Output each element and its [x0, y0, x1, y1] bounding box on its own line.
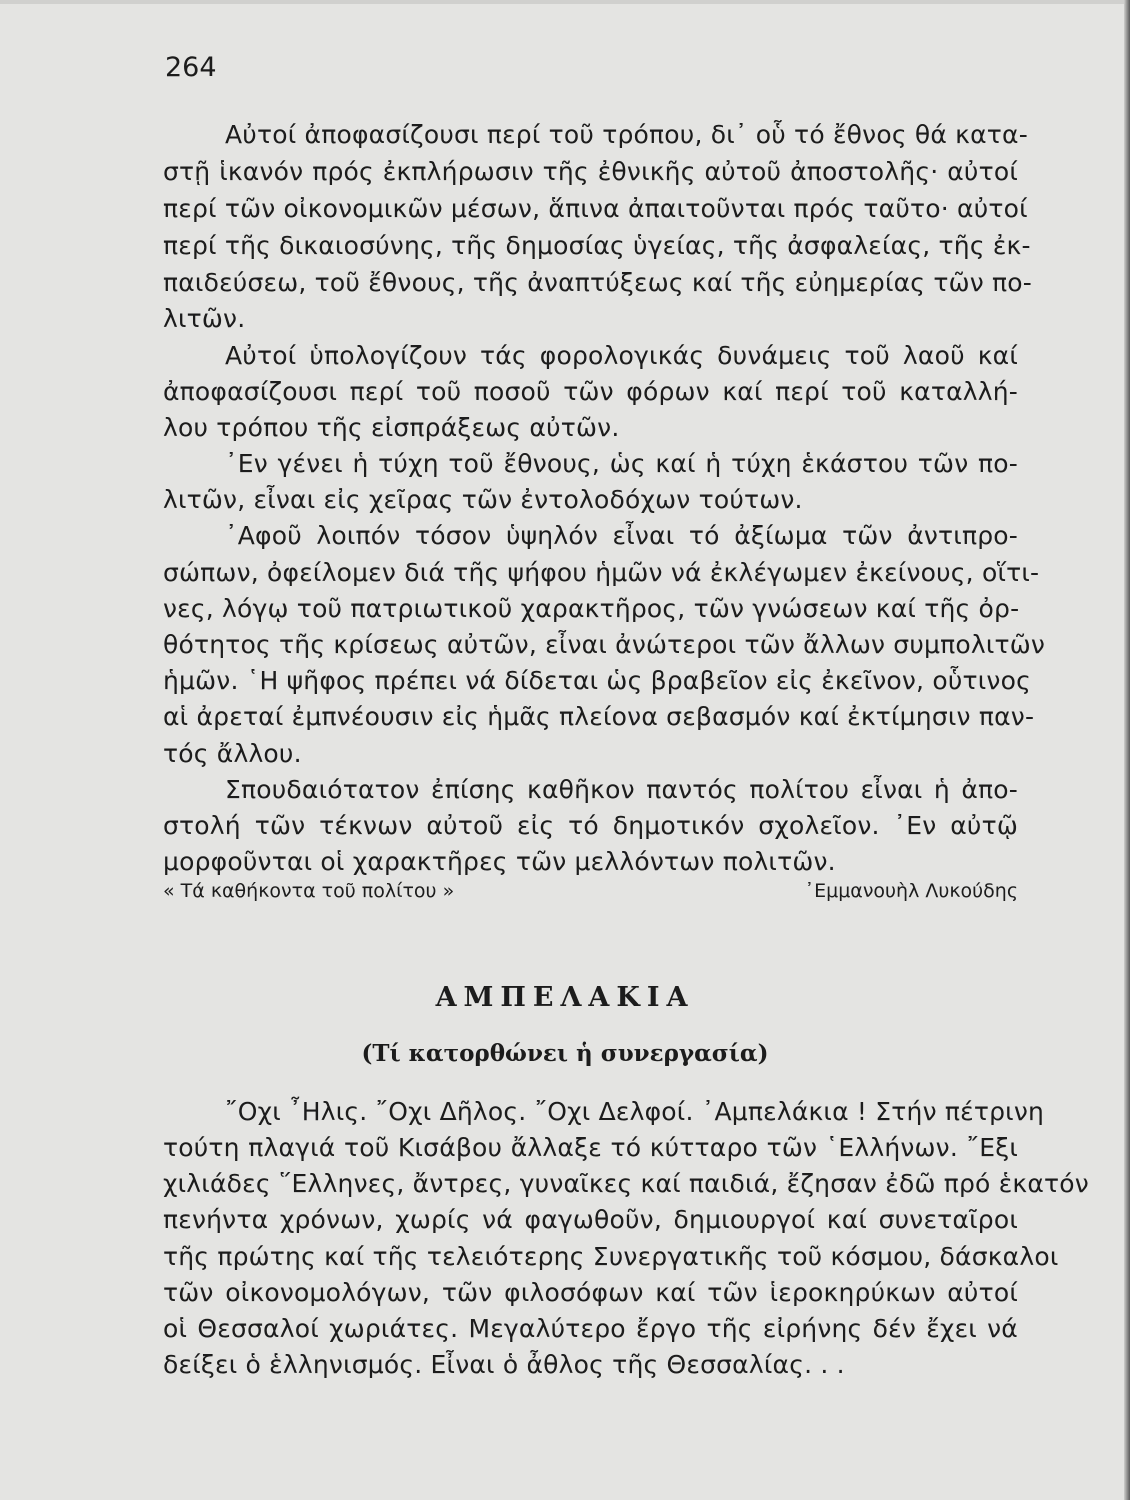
text-line: Αὐτοί ὑπολογίζουν τάς φορολογικάς δυνάμεις τοῦ λαοῦ καί [225, 341, 1018, 370]
text-line: μορφοῦνται οἱ χαρακτῆρες τῶν μελλόντων πολιτῶν. [163, 847, 836, 876]
text-line: δείξει ὁ ἑλληνισμός. Εἶναι ὁ ἆθλος τῆς Θεσσαλίας. . . [163, 1350, 845, 1379]
text-line: Σπουδαιότατον ἐπίσης καθῆκον παντός πολίτου εἶναι ἡ ἀπο- [225, 775, 1018, 804]
text-line: στολή τῶν τέκνων αὐτοῦ εἰς τό δημοτικόν σχολεῖον. ᾿Εν αὐτῷ [163, 811, 1018, 840]
page-number: 264 [165, 52, 217, 83]
text-line: σώπων, ὀφείλομεν διά τῆς ψήφου ἡμῶν νά ἐκλέγωμεν ἐκείνους, οἵτι- [163, 558, 1040, 587]
scan-right-edge [1124, 0, 1130, 1500]
text-line: παιδεύσεω, τοῦ ἔθνους, τῆς ἀναπτύξεως καί τῆς εὐημερίας τῶν πο- [163, 268, 1032, 297]
text-line: λιτῶν. [163, 304, 246, 333]
text-line: ἡμῶν. ῾Η ψῆφος πρέπει νά δίδεται ὡς βραβεῖον εἰς ἐκεῖνον, οὗτινος [163, 666, 1031, 695]
citation-author: ᾿Εμμανουὴλ Λυκούδης [804, 880, 1018, 902]
text-line: θότητος τῆς κρίσεως αὐτῶν, εἶναι ἀνώτεροι τῶν ἄλλων συμπολιτῶν [163, 630, 1046, 659]
text-line: ῎Οχι ῏Ηλις. ῎Οχι Δῆλος. ῎Οχι Δελφοί. ᾿Αμπελάκια ! Στήν πέτρινη [225, 1097, 1045, 1126]
text-line: περί τῆς δικαιοσύνης, τῆς δημοσίας ὑγείας, τῆς ἀσφαλείας, τῆς ἐκ- [163, 231, 1031, 260]
text-line: Αὐτοί ἀποφασίζουσι περί τοῦ τρόπου, δι᾽ οὗ τό ἔθνος θά κατα- [225, 120, 1028, 149]
text-line: τός ἄλλου. [163, 739, 302, 768]
text-line: τῆς πρώτης καί τῆς τελειότερης Συνεργατικῆς τοῦ κόσμου, δάσκαλοι [163, 1242, 1059, 1271]
text-line: χιλιάδες ῞Ελληνες, ἄντρες, γυναῖκες καί παιδιά, ἔζησαν ἐδῶ πρό ἑκατόν [163, 1169, 1089, 1198]
citation-title: « Τά καθήκοντα τοῦ πολίτου » [163, 880, 455, 902]
text-line: οἱ Θεσσαλοί χωριάτες. Μεγαλύτερο ἔργο τῆς εἰρήνης δέν ἔχει νά [163, 1314, 1018, 1343]
section-heading: ΑΜΠΕΛΑΚΙΑ [435, 982, 695, 1013]
text-line: ᾿Αφοῦ λοιπόν τόσον ὑψηλόν εἶναι τό ἀξίωμα τῶν ἀντιπρο- [225, 521, 1018, 550]
text-line: αἱ ἀρεταί ἐμπνέουσιν εἰς ἡμᾶς πλείονα σεβασμόν καί ἐκτίμησιν παν- [163, 702, 1035, 731]
text-line: τῶν οἰκονομολόγων, τῶν φιλοσόφων καί τῶν ἱεροκηρύκων αὐτοί [163, 1278, 1018, 1307]
text-line: περί τῶν οἰκονομικῶν μέσων, ἅπινα ἀπαιτοῦνται πρός ταῦτο· αὐτοί [163, 194, 1028, 223]
text-line: τούτη πλαγιά τοῦ Κισάβου ἄλλαξε τό κύτταρο τῶν ῾Ελλήνων. ῎Εξι [163, 1133, 1018, 1162]
text-line: λιτῶν, εἶναι εἰς χεῖρας τῶν ἐντολοδόχων τούτων. [163, 485, 803, 514]
section-subheading: (Τί κατορθώνει ἡ συνεργασία) [361, 1040, 769, 1067]
text-line: νες, λόγῳ τοῦ πατριωτικοῦ χαρακτῆρος, τῶν γνώσεων καί τῆς ὀρ- [163, 594, 1020, 623]
text-line: πενήντα χρόνων, χωρίς νά φαγωθοῦν, δημιουργοί καί συνεταῖροι [163, 1205, 1018, 1234]
text-line: ἀποφασίζουσι περί τοῦ ποσοῦ τῶν φόρων καί περί τοῦ καταλλή- [163, 377, 1018, 406]
text-line: λου τρόπου τῆς εἰσπράξεως αὐτῶν. [163, 413, 620, 442]
text-line: στῇ ἱκανόν πρός ἐκπλήρωσιν τῆς ἐθνικῆς αὐτοῦ ἀποστολῆς· αὐτοί [163, 157, 1018, 186]
scan-top-edge [0, 0, 1130, 4]
text-line: ᾿Εν γένει ἡ τύχη τοῦ ἔθνους, ὡς καί ἡ τύχη ἑκάστου τῶν πο- [225, 449, 1018, 478]
